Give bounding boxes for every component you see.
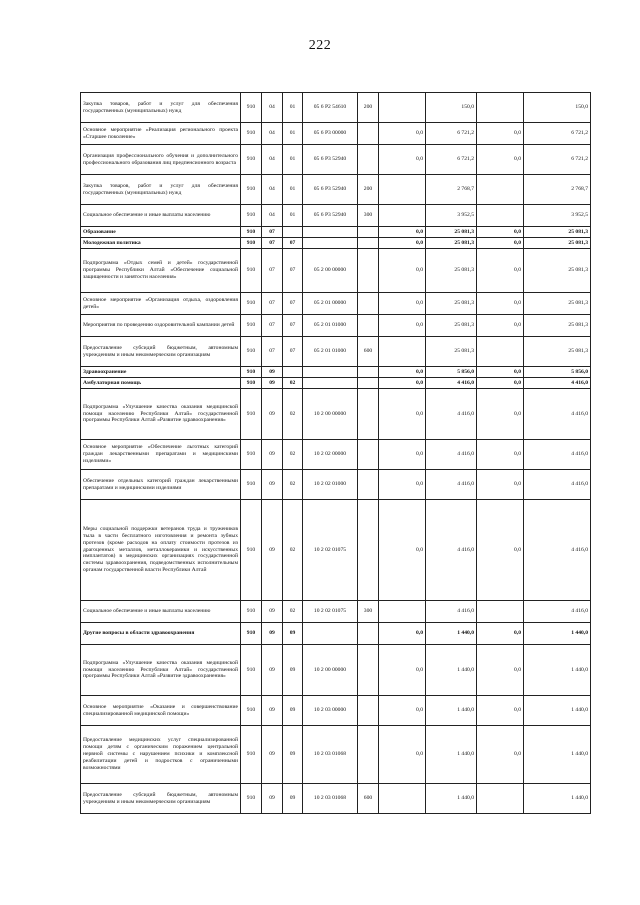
amount-regional: 1 440,0: [426, 623, 477, 645]
table-row: [81, 601, 591, 623]
amount-total: 4 416,0: [524, 389, 591, 440]
subsection-code: 07: [283, 315, 303, 337]
table-row: [81, 227, 591, 238]
target-article-code: [303, 227, 358, 238]
subsection-code: 01: [283, 145, 303, 175]
admin-code: 910: [241, 601, 262, 623]
target-article-code: 10 2 02 01075: [303, 601, 358, 623]
amount-other: 0,0: [477, 315, 524, 337]
amount-other: [477, 205, 524, 227]
amount-total: 25 081,3: [524, 249, 591, 293]
section-code: 09: [262, 500, 283, 601]
table-row: [81, 293, 591, 315]
section-code: 09: [262, 470, 283, 500]
amount-total: 1 440,0: [524, 726, 591, 784]
expense-type-code: 600: [358, 784, 379, 814]
target-article-code: 05 6 P3 52940: [303, 145, 358, 175]
amount-regional: 5 856,0: [426, 367, 477, 378]
amount-other: 0,0: [477, 623, 524, 645]
section-code: 04: [262, 175, 283, 205]
amount-other: 0,0: [477, 378, 524, 389]
amount-total: 1 440,0: [524, 784, 591, 814]
subsection-code: [283, 367, 303, 378]
table-row: [81, 238, 591, 249]
table-row: [81, 315, 591, 337]
amount-total: 2 768,7: [524, 175, 591, 205]
target-article-code: 10 2 00 00000: [303, 645, 358, 696]
amount-regional: 1 440,0: [426, 726, 477, 784]
amount-regional: 1 440,0: [426, 784, 477, 814]
table-row: [81, 123, 591, 145]
amount-federal: 0,0: [379, 696, 426, 726]
amount-other: 0,0: [477, 645, 524, 696]
table-row: [81, 470, 591, 500]
amount-regional: 25 081,3: [426, 337, 477, 367]
amount-federal: 0,0: [379, 238, 426, 249]
amount-federal: 0,0: [379, 249, 426, 293]
amount-other: 0,0: [477, 367, 524, 378]
target-article-code: [303, 238, 358, 249]
amount-total: 6 721,2: [524, 145, 591, 175]
subsection-code: 02: [283, 601, 303, 623]
budget-table: [80, 92, 591, 814]
amount-regional: 25 081,3: [426, 227, 477, 238]
amount-federal: [379, 337, 426, 367]
admin-code: 910: [241, 93, 262, 123]
admin-code: 910: [241, 645, 262, 696]
amount-federal: 0,0: [379, 293, 426, 315]
expense-type-code: [358, 470, 379, 500]
subsection-code: 09: [283, 726, 303, 784]
section-code: 04: [262, 205, 283, 227]
amount-other: 0,0: [477, 249, 524, 293]
expense-type-code: [358, 249, 379, 293]
row-name: Подпрограмма «Отдых семей и детей» государственной программы Республики Алтай «Обеспечение социальной защищенности и занятости населения»: [81, 249, 241, 293]
amount-other: 0,0: [477, 227, 524, 238]
amount-federal: 0,0: [379, 623, 426, 645]
admin-code: 910: [241, 123, 262, 145]
section-code: 07: [262, 293, 283, 315]
amount-other: [477, 175, 524, 205]
table-row: [81, 696, 591, 726]
amount-total: 5 856,0: [524, 367, 591, 378]
section-code: 07: [262, 238, 283, 249]
amount-regional: 6 721,2: [426, 123, 477, 145]
expense-type-code: [358, 123, 379, 145]
amount-regional: 4 416,0: [426, 378, 477, 389]
amount-regional: 25 081,3: [426, 238, 477, 249]
amount-federal: 0,0: [379, 227, 426, 238]
amount-total: 3 952,5: [524, 205, 591, 227]
expense-type-code: [358, 378, 379, 389]
table-row: [81, 205, 591, 227]
target-article-code: 10 2 00 00000: [303, 389, 358, 440]
amount-federal: 0,0: [379, 145, 426, 175]
row-name: Предоставление субсидий бюджетным, автономным учреждениям и иным некоммерческим организациям: [81, 784, 241, 814]
subsection-code: 01: [283, 93, 303, 123]
target-article-code: 05 6 P3 00000: [303, 123, 358, 145]
amount-total: 150,0: [524, 93, 591, 123]
subsection-code: 02: [283, 378, 303, 389]
table-row: [81, 389, 591, 440]
amount-total: 4 416,0: [524, 601, 591, 623]
table-row: [81, 645, 591, 696]
amount-total: 4 416,0: [524, 470, 591, 500]
subsection-code: 09: [283, 623, 303, 645]
admin-code: 910: [241, 378, 262, 389]
expense-type-code: [358, 145, 379, 175]
row-name: Закупка товаров, работ и услуг для обеспечения государственных (муниципальных) нужд: [81, 175, 241, 205]
expense-type-code: [358, 227, 379, 238]
expense-type-code: [358, 696, 379, 726]
amount-federal: [379, 601, 426, 623]
row-name: Предоставление субсидий бюджетным, автономным учреждениям и иным некоммерческим организациям: [81, 337, 241, 367]
admin-code: 910: [241, 696, 262, 726]
expense-type-code: [358, 726, 379, 784]
row-name: Социальное обеспечение и иные выплаты населению: [81, 601, 241, 623]
table-row: [81, 378, 591, 389]
amount-total: 25 081,3: [524, 238, 591, 249]
target-article-code: 05 6 P3 52940: [303, 205, 358, 227]
section-code: 07: [262, 249, 283, 293]
target-article-code: [303, 623, 358, 645]
admin-code: 910: [241, 389, 262, 440]
subsection-code: [283, 227, 303, 238]
amount-total: 25 081,3: [524, 293, 591, 315]
admin-code: 910: [241, 249, 262, 293]
admin-code: 910: [241, 337, 262, 367]
row-name: Здравоохранение: [81, 367, 241, 378]
target-article-code: 05 6 P3 52940: [303, 175, 358, 205]
amount-other: 0,0: [477, 389, 524, 440]
amount-regional: 25 081,3: [426, 249, 477, 293]
subsection-code: 02: [283, 440, 303, 470]
expense-type-code: [358, 315, 379, 337]
table-row: [81, 367, 591, 378]
amount-regional: 4 416,0: [426, 389, 477, 440]
amount-other: 0,0: [477, 440, 524, 470]
amount-other: [477, 601, 524, 623]
amount-federal: [379, 784, 426, 814]
amount-federal: 0,0: [379, 378, 426, 389]
amount-regional: 1 440,0: [426, 645, 477, 696]
amount-federal: 0,0: [379, 315, 426, 337]
section-code: 04: [262, 145, 283, 175]
admin-code: 910: [241, 470, 262, 500]
row-name: Мероприятия по проведению оздоровительной кампании детей: [81, 315, 241, 337]
admin-code: 910: [241, 145, 262, 175]
table-row: [81, 249, 591, 293]
expense-type-code: 200: [358, 93, 379, 123]
amount-other: 0,0: [477, 238, 524, 249]
amount-other: 0,0: [477, 123, 524, 145]
subsection-code: 07: [283, 337, 303, 367]
section-code: 07: [262, 227, 283, 238]
amount-other: 0,0: [477, 470, 524, 500]
amount-other: [477, 93, 524, 123]
amount-regional: 6 721,2: [426, 145, 477, 175]
admin-code: 910: [241, 726, 262, 784]
section-code: 09: [262, 623, 283, 645]
table-row: [81, 440, 591, 470]
amount-regional: 2 768,7: [426, 175, 477, 205]
section-code: 09: [262, 645, 283, 696]
table-row: [81, 623, 591, 645]
admin-code: 910: [241, 205, 262, 227]
subsection-code: 09: [283, 784, 303, 814]
expense-type-code: [358, 367, 379, 378]
amount-federal: 0,0: [379, 470, 426, 500]
target-article-code: 10 2 03 01068: [303, 784, 358, 814]
row-name: Основное мероприятие «Организация отдыха, оздоровления детей»: [81, 293, 241, 315]
target-article-code: 10 2 03 01068: [303, 726, 358, 784]
amount-other: 0,0: [477, 293, 524, 315]
amount-regional: 25 081,3: [426, 293, 477, 315]
row-name: Молодежная политика: [81, 238, 241, 249]
amount-regional: 3 952,5: [426, 205, 477, 227]
section-code: 09: [262, 378, 283, 389]
target-article-code: 05 2 00 00000: [303, 249, 358, 293]
table-row: [81, 500, 591, 601]
subsection-code: 01: [283, 205, 303, 227]
row-name: Предоставление медицинских услуг специализированной помощи детям с органическим поражением центральной нервной системы с нарушением психики и комплексной реабилитации детей и подростков с ограниченными возможностями: [81, 726, 241, 784]
row-name: Образование: [81, 227, 241, 238]
row-name: Закупка товаров, работ и услуг для обеспечения государственных (муниципальных) нужд: [81, 93, 241, 123]
row-name: Социальное обеспечение и иные выплаты населению: [81, 205, 241, 227]
amount-total: 4 416,0: [524, 440, 591, 470]
amount-other: 0,0: [477, 145, 524, 175]
table-row: [81, 145, 591, 175]
row-name: Основное мероприятие «Реализация регионального проекта «Старшее поколение»: [81, 123, 241, 145]
amount-total: 1 440,0: [524, 623, 591, 645]
admin-code: 910: [241, 500, 262, 601]
amount-total: 4 416,0: [524, 378, 591, 389]
target-article-code: 05 6 P2 54610: [303, 93, 358, 123]
expense-type-code: [358, 500, 379, 601]
row-name: Меры социальной поддержки ветеранов труда и тружеников тыла в части бесплатного изготовления и ремонта зубных протезов (кроме расходов на оплату стоимости протезов из драгоценных металлов, металлокерамики и искусственных имплантатов) в медицинских организациях государственной системы здравоохранения, подведомственных исполнительным органам государственной власти Республики Алтай: [81, 500, 241, 601]
expense-type-code: 300: [358, 601, 379, 623]
expense-type-code: [358, 389, 379, 440]
expense-type-code: [358, 293, 379, 315]
subsection-code: 02: [283, 389, 303, 440]
admin-code: 910: [241, 623, 262, 645]
table-row: [81, 784, 591, 814]
amount-federal: 0,0: [379, 645, 426, 696]
amount-total: 1 440,0: [524, 645, 591, 696]
amount-federal: 0,0: [379, 726, 426, 784]
subsection-code: 07: [283, 238, 303, 249]
table-row: [81, 175, 591, 205]
amount-federal: 0,0: [379, 389, 426, 440]
subsection-code: 02: [283, 470, 303, 500]
amount-regional: 4 416,0: [426, 440, 477, 470]
amount-federal: 0,0: [379, 440, 426, 470]
expense-type-code: [358, 645, 379, 696]
row-name: Подпрограмма «Улучшение качества оказания медицинской помощи населению Республики Алтай» государственной программы Республики Алтай «Развитие здравоохранения»: [81, 389, 241, 440]
amount-regional: 25 081,3: [426, 315, 477, 337]
section-code: 09: [262, 440, 283, 470]
row-name: Основное мероприятие «Обеспечение льготных категорий граждан лекарственными препаратами и медицинскими изделиями»: [81, 440, 241, 470]
section-code: 09: [262, 726, 283, 784]
target-article-code: [303, 378, 358, 389]
expense-type-code: 200: [358, 175, 379, 205]
section-code: 09: [262, 367, 283, 378]
target-article-code: [303, 367, 358, 378]
admin-code: 910: [241, 175, 262, 205]
target-article-code: 05 2 01 01000: [303, 315, 358, 337]
amount-federal: 0,0: [379, 500, 426, 601]
row-name: Организация профессионального обучения и дополнительного профессионального образования лиц предпенсионного возраста: [81, 145, 241, 175]
amount-federal: [379, 175, 426, 205]
amount-regional: 4 416,0: [426, 500, 477, 601]
row-name: Амбулаторная помощь: [81, 378, 241, 389]
section-code: 04: [262, 123, 283, 145]
expense-type-code: 600: [358, 337, 379, 367]
amount-total: 6 721,2: [524, 123, 591, 145]
table-row: [81, 337, 591, 367]
admin-code: 910: [241, 784, 262, 814]
row-name: Подпрограмма «Улучшение качества оказания медицинской помощи населению Республики Алтай» государственной программы Республики Алтай «Развитие здравоохранения»: [81, 645, 241, 696]
section-code: 07: [262, 315, 283, 337]
section-code: 07: [262, 337, 283, 367]
expense-type-code: [358, 623, 379, 645]
amount-total: 4 416,0: [524, 500, 591, 601]
section-code: 09: [262, 601, 283, 623]
section-code: 09: [262, 696, 283, 726]
amount-regional: 4 416,0: [426, 601, 477, 623]
admin-code: 910: [241, 293, 262, 315]
admin-code: 910: [241, 227, 262, 238]
target-article-code: 05 2 01 00000: [303, 293, 358, 315]
amount-federal: [379, 205, 426, 227]
target-article-code: 10 2 02 01000: [303, 470, 358, 500]
subsection-code: 09: [283, 696, 303, 726]
budget-table-body: [81, 93, 591, 814]
admin-code: 910: [241, 238, 262, 249]
amount-other: [477, 784, 524, 814]
amount-regional: 4 416,0: [426, 470, 477, 500]
amount-total: 25 081,3: [524, 315, 591, 337]
section-code: 09: [262, 389, 283, 440]
admin-code: 910: [241, 367, 262, 378]
amount-regional: 1 440,0: [426, 696, 477, 726]
amount-other: 0,0: [477, 696, 524, 726]
amount-total: 25 081,3: [524, 227, 591, 238]
amount-other: 0,0: [477, 500, 524, 601]
table-row: [81, 726, 591, 784]
section-code: 09: [262, 784, 283, 814]
row-name: Основное мероприятие «Оказание и совершенствование специализированной медицинской помощи»: [81, 696, 241, 726]
amount-federal: 0,0: [379, 367, 426, 378]
amount-federal: 0,0: [379, 123, 426, 145]
target-article-code: 05 2 01 01000: [303, 337, 358, 367]
subsection-code: 01: [283, 175, 303, 205]
amount-regional: 150,0: [426, 93, 477, 123]
expense-type-code: 300: [358, 205, 379, 227]
page-number: 222: [308, 38, 332, 53]
target-article-code: 10 2 02 00000: [303, 440, 358, 470]
row-name: Другие вопросы в области здравоохранения: [81, 623, 241, 645]
subsection-code: 02: [283, 500, 303, 601]
section-code: 04: [262, 93, 283, 123]
table-row: [81, 93, 591, 123]
subsection-code: 07: [283, 249, 303, 293]
admin-code: 910: [241, 440, 262, 470]
admin-code: 910: [241, 315, 262, 337]
row-name: Обеспечение отдельных категорий граждан лекарственными препаратами и медицинскими изделиями: [81, 470, 241, 500]
amount-other: 0,0: [477, 726, 524, 784]
expense-type-code: [358, 440, 379, 470]
expense-type-code: [358, 238, 379, 249]
amount-federal: [379, 93, 426, 123]
target-article-code: 10 2 02 01075: [303, 500, 358, 601]
amount-other: [477, 337, 524, 367]
subsection-code: 01: [283, 123, 303, 145]
subsection-code: 07: [283, 293, 303, 315]
amount-total: 25 081,3: [524, 337, 591, 367]
subsection-code: 09: [283, 645, 303, 696]
target-article-code: 10 2 03 00000: [303, 696, 358, 726]
amount-total: 1 440,0: [524, 696, 591, 726]
